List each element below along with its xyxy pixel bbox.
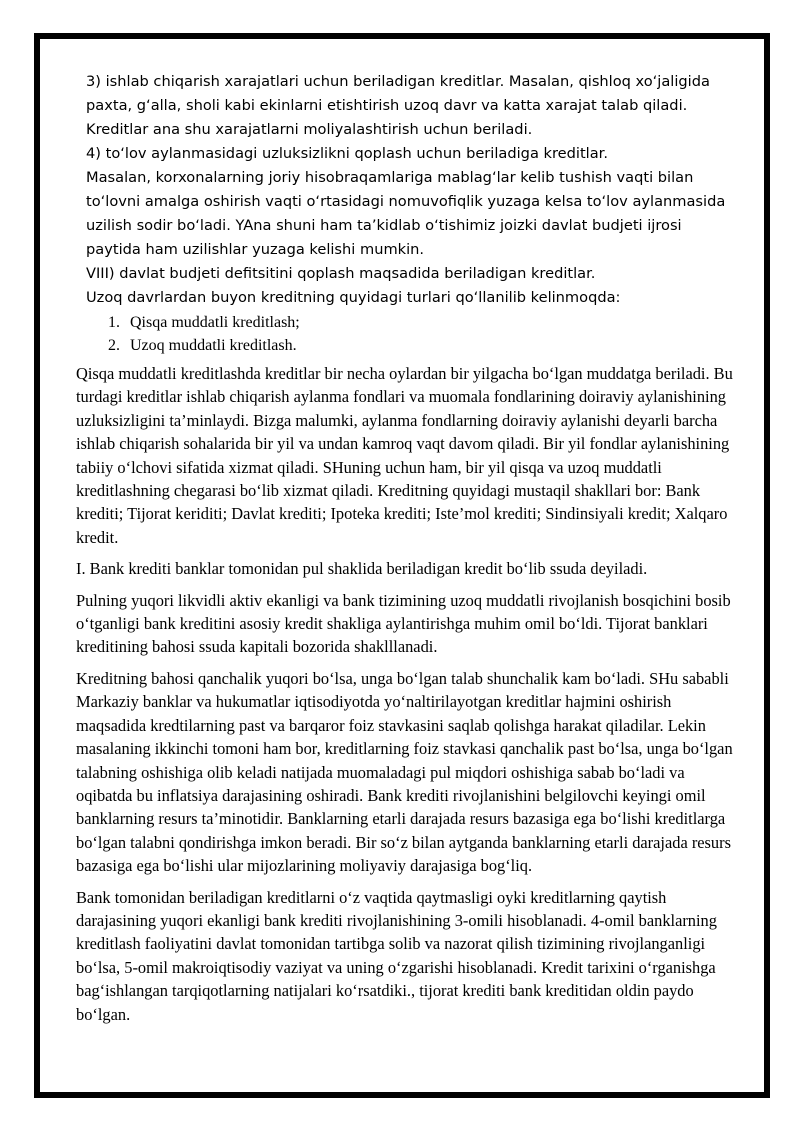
intro-line: 4) to‘lov aylanmasidagi uzluksizlikni qoplash uchun beriladiga kreditlar.	[86, 145, 608, 162]
intro-line: 3) ishlab chiqarish xarajatlari uchun beriladigan kreditlar. Masalan, qishloq xo‘jaligida	[86, 73, 710, 90]
intro-line: Kreditlar ana shu xarajatlarni moliyalashtirish uchun beriladi.	[86, 121, 533, 138]
list-item-number: 1.	[108, 314, 120, 331]
list-item-text: Qisqa muddatli kreditlash;	[130, 314, 300, 331]
list-item-number: 2.	[108, 337, 120, 354]
intro-line: paytida ham uzilishlar yuzaga kelishi mumkin.	[86, 241, 425, 258]
intro-line: paxta, g‘alla, sholi kabi ekinlarni etishtirish uzoq davr va katta xarajat talab qiladi.	[86, 97, 688, 114]
intro-text-block	[86, 70, 756, 310]
list-item	[108, 334, 708, 357]
intro-line: uzilish sodir bo‘ladi. YAna shuni ham ta’kidlab o‘tishimiz joizki davlat budjeti ijrosi	[86, 217, 682, 234]
paragraph: Bank tomonidan beriladigan kreditlarni o‘z vaqtida qaytmasligi oyki kreditlarning qaytish darajasining yuqori ekanligi bank krediti rivojlanishining 3-omili hisoblanadi. 4-omil banklarning kreditlash faoliyatini davlat tomonidan tartibga solib va nazorat qilish tizimining rivojlanganligi bo‘lsa, 5-omil makroiqtisodiy vaziyat va uning o‘zgarishi hisoblanadi. Kredit tarixini o‘rganishga bag‘ishlangan tarqiqotlarning natijalari ko‘rsatdiki., tijorat krediti bank kreditidan oldin paydo bo‘lgan.	[76, 887, 717, 1024]
intro-line: VIII) davlat budjeti defitsitini qoplash maqsadida beriladigan kreditlar.	[86, 265, 596, 282]
paragraph: Qisqa muddatli kreditlashda kreditlar bir necha oylardan bir yilgacha bo‘lgan muddatga beriladi. Bu turdagi kreditlar ishlab chiqarish aylanma fondlari va muomala fondlarining doiraviy aylanishining uzluksizligini ta’minlaydi. Bizga malumki, aylanma fondlarning doiraviy aylanishi deyarli barcha ishlab chiqarish sohalarida bir yil va undan kamroq vaqt davom qiladi. Bir yil fondlar aylanishining tabiiy o‘lchovi sifatida xizmat qiladi. SHuning uchun ham, bir yil qisqa va uzoq muddatli kreditlashning chegarasi bo‘lib xizmat qiladi. Kreditning quyidagi mustaqil shakllari bor: Bank krediti; Tijorat keriditi; Davlat krediti; Ipoteka krediti; Iste’mol krediti; Sindinsiyali kredit; Xalqaro kredit.	[76, 364, 733, 547]
intro-line: Masalan, korxonalarning joriy hisobraqamlariga mablag‘lar kelib tushish vaqti bilan	[86, 169, 694, 186]
list-item	[108, 311, 708, 334]
document-page	[34, 33, 770, 1098]
paragraph: I. Bank krediti banklar tomonidan pul shaklida beriladigan kredit bo‘lib ssuda deyiladi.	[76, 559, 648, 579]
paragraph: Pulning yuqori likvidli aktiv ekanligi va bank tizimining uzoq muddatli rivojlanish bosqichini bosib o‘tganligi bank kreditini asosiy kredit shakliga aylantirishga muhim omil bo‘ldi. Tijorat banklari kreditining bahosi ssuda kapitali bozorida shaklllanadi.	[76, 590, 731, 657]
credit-types-list	[108, 311, 708, 357]
body-text-block	[76, 362, 736, 1034]
list-item-text: Uzoq muddatli kreditlash.	[130, 337, 297, 354]
intro-line: to‘lovni amalga oshirish vaqti o‘rtasidagi nomuvofiqlik yuzaga kelsa to‘lov aylanmasida	[86, 193, 726, 210]
intro-line: Uzoq davrlardan buyon kreditning quyidagi turlari qo‘llanilib kelinmoqda:	[86, 289, 621, 306]
paragraph: Kreditning bahosi qanchalik yuqori bo‘lsa, unga bo‘lgan talab shunchalik kam bo‘ladi. SHu sababli Markaziy banklar va hukumatlar iqtisodiyotda yo‘naltirilayotgan kreditlar hajmini oshirish maqsadida kredtilarning past va barqaror foiz stavkasini saqlab qolishga harakat qiladilar. Lekin masalaning ikkinchi tomoni ham bor, kreditlarning foiz stavkasi qanchalik past bo‘lsa, unga bo‘lgan talabning oshishiga olib keladi natijada muomaladagi pul miqdori oshishiga sabab bo‘ladi va oqibatda bu inflatsiya darajasining oshiradi. Bank krediti rivojlanishini belgilovchi keyingi omil banklarning resurs ta’minotidir. Banklarning etarli darajada resurs bazasiga ega bo‘lishi kreditlarga bo‘lgan talabni qondirishga imkon beradi. Bir so‘z bilan aytganda banklarning etarli darajada resurs bazasiga ega bo‘lishi ular mijozlarining moliyaviy darajasiga bog‘liq.	[76, 668, 733, 876]
